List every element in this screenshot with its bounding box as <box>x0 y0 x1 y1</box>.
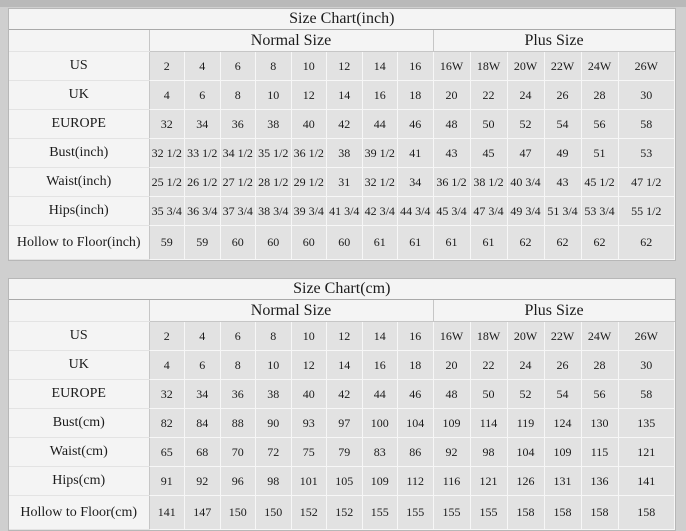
data-cell: 119 <box>507 409 544 438</box>
data-cell: 46 <box>398 380 434 409</box>
data-cell: 56 <box>581 110 618 139</box>
data-cell: 45 3/4 <box>433 197 470 226</box>
group-header-plus: Plus Size <box>433 30 675 52</box>
row-label: Hollow to Floor(inch) <box>9 226 149 260</box>
data-cell: 6 <box>185 81 221 110</box>
data-cell: 109 <box>433 409 470 438</box>
data-cell: 12 <box>327 322 363 351</box>
data-cell: 152 <box>291 496 327 530</box>
data-cell: 42 3/4 <box>362 197 398 226</box>
data-cell: 41 <box>398 139 434 168</box>
data-cell: 32 1/2 <box>362 168 398 197</box>
size-chart-cm-panel <box>8 278 676 531</box>
data-cell: 6 <box>220 52 256 81</box>
data-cell: 98 <box>470 438 507 467</box>
data-cell: 2 <box>149 322 185 351</box>
data-cell: 50 <box>470 380 507 409</box>
data-cell: 22 <box>470 81 507 110</box>
row-label: Bust(cm) <box>9 409 149 438</box>
row-label: Waist(inch) <box>9 168 149 197</box>
data-cell: 26 1/2 <box>185 168 221 197</box>
data-cell: 38 1/2 <box>470 168 507 197</box>
data-cell: 26 <box>544 81 581 110</box>
data-cell: 14 <box>327 351 363 380</box>
data-cell: 75 <box>291 438 327 467</box>
data-cell: 112 <box>398 467 434 496</box>
data-cell: 62 <box>507 226 544 260</box>
data-cell: 51 <box>581 139 618 168</box>
data-cell: 126 <box>507 467 544 496</box>
data-cell: 36 1/2 <box>433 168 470 197</box>
data-cell: 93 <box>291 409 327 438</box>
data-cell: 43 <box>544 168 581 197</box>
data-cell: 53 3/4 <box>581 197 618 226</box>
table-title: Size Chart(inch) <box>9 9 675 30</box>
data-cell: 44 <box>362 110 398 139</box>
data-cell: 10 <box>256 81 292 110</box>
data-cell: 88 <box>220 409 256 438</box>
data-cell: 38 <box>327 139 363 168</box>
data-cell: 39 3/4 <box>291 197 327 226</box>
data-cell: 37 3/4 <box>220 197 256 226</box>
data-cell: 45 <box>470 139 507 168</box>
page-top-strip <box>0 0 686 7</box>
group-header-normal: Normal Size <box>149 30 433 52</box>
data-cell: 62 <box>581 226 618 260</box>
data-cell: 4 <box>185 52 221 81</box>
data-cell: 121 <box>470 467 507 496</box>
data-cell: 92 <box>433 438 470 467</box>
data-cell: 98 <box>256 467 292 496</box>
data-cell: 44 <box>362 380 398 409</box>
data-cell: 32 <box>149 380 185 409</box>
data-cell: 35 1/2 <box>256 139 292 168</box>
data-cell: 60 <box>291 226 327 260</box>
data-cell: 90 <box>256 409 292 438</box>
data-cell: 42 <box>327 380 363 409</box>
data-cell: 8 <box>256 322 292 351</box>
data-cell: 34 <box>398 168 434 197</box>
data-cell: 79 <box>327 438 363 467</box>
data-cell: 141 <box>149 496 185 530</box>
data-cell: 60 <box>220 226 256 260</box>
data-cell: 22W <box>544 322 581 351</box>
data-cell: 29 1/2 <box>291 168 327 197</box>
data-cell: 20W <box>507 52 544 81</box>
data-cell: 10 <box>256 351 292 380</box>
data-cell: 48 <box>433 380 470 409</box>
data-cell: 6 <box>185 351 221 380</box>
data-cell: 10 <box>291 52 327 81</box>
data-cell: 61 <box>433 226 470 260</box>
data-cell: 158 <box>544 496 581 530</box>
data-cell: 152 <box>327 496 363 530</box>
data-cell: 147 <box>185 496 221 530</box>
data-cell: 100 <box>362 409 398 438</box>
data-cell: 33 1/2 <box>185 139 221 168</box>
data-cell: 38 3/4 <box>256 197 292 226</box>
data-cell: 26 <box>544 351 581 380</box>
data-cell: 8 <box>220 351 256 380</box>
data-cell: 41 3/4 <box>327 197 363 226</box>
data-cell: 60 <box>327 226 363 260</box>
data-cell: 70 <box>220 438 256 467</box>
data-cell: 4 <box>185 322 221 351</box>
data-cell: 24W <box>581 52 618 81</box>
size-chart-inch-panel <box>8 8 676 261</box>
data-cell: 131 <box>544 467 581 496</box>
data-cell: 30 <box>618 81 675 110</box>
data-cell: 136 <box>581 467 618 496</box>
data-cell: 58 <box>618 380 675 409</box>
data-cell: 72 <box>256 438 292 467</box>
data-cell: 24 <box>507 81 544 110</box>
data-cell: 104 <box>398 409 434 438</box>
data-cell: 26W <box>618 52 675 81</box>
data-cell: 16W <box>433 322 470 351</box>
data-cell: 8 <box>220 81 256 110</box>
data-cell: 115 <box>581 438 618 467</box>
data-cell: 116 <box>433 467 470 496</box>
row-label: UK <box>9 81 149 110</box>
data-cell: 124 <box>544 409 581 438</box>
data-cell: 54 <box>544 110 581 139</box>
data-cell: 2 <box>149 52 185 81</box>
data-cell: 26W <box>618 322 675 351</box>
data-cell: 61 <box>398 226 434 260</box>
data-cell: 18W <box>470 322 507 351</box>
data-cell: 61 <box>470 226 507 260</box>
data-cell: 158 <box>618 496 675 530</box>
data-cell: 32 1/2 <box>149 139 185 168</box>
data-cell: 62 <box>544 226 581 260</box>
data-cell: 121 <box>618 438 675 467</box>
data-cell: 16 <box>398 52 434 81</box>
data-cell: 155 <box>470 496 507 530</box>
data-cell: 56 <box>581 380 618 409</box>
data-cell: 49 <box>544 139 581 168</box>
data-cell: 158 <box>581 496 618 530</box>
data-cell: 34 <box>185 110 221 139</box>
row-label: Hips(cm) <box>9 467 149 496</box>
data-cell: 18W <box>470 52 507 81</box>
row-label: US <box>9 322 149 351</box>
data-cell: 105 <box>327 467 363 496</box>
data-cell: 25 1/2 <box>149 168 185 197</box>
data-cell: 16W <box>433 52 470 81</box>
data-cell: 38 <box>256 110 292 139</box>
data-cell: 53 <box>618 139 675 168</box>
data-cell: 130 <box>581 409 618 438</box>
group-header-normal: Normal Size <box>149 300 433 322</box>
data-cell: 60 <box>256 226 292 260</box>
data-cell: 4 <box>149 351 185 380</box>
data-cell: 14 <box>327 81 363 110</box>
data-cell: 135 <box>618 409 675 438</box>
data-cell: 27 1/2 <box>220 168 256 197</box>
data-cell: 31 <box>327 168 363 197</box>
data-cell: 86 <box>398 438 434 467</box>
data-cell: 84 <box>185 409 221 438</box>
data-cell: 36 <box>220 380 256 409</box>
data-cell: 36 <box>220 110 256 139</box>
data-cell: 40 3/4 <box>507 168 544 197</box>
data-cell: 10 <box>291 322 327 351</box>
data-cell: 50 <box>470 110 507 139</box>
data-cell: 97 <box>327 409 363 438</box>
data-cell: 28 <box>581 81 618 110</box>
data-cell: 82 <box>149 409 185 438</box>
data-cell: 83 <box>362 438 398 467</box>
data-cell: 150 <box>220 496 256 530</box>
data-cell: 59 <box>185 226 221 260</box>
data-cell: 155 <box>433 496 470 530</box>
data-cell: 8 <box>256 52 292 81</box>
data-cell: 24 <box>507 351 544 380</box>
data-cell: 45 1/2 <box>581 168 618 197</box>
data-cell: 34 1/2 <box>220 139 256 168</box>
data-cell: 141 <box>618 467 675 496</box>
data-cell: 4 <box>149 81 185 110</box>
group-header-plus: Plus Size <box>433 300 675 322</box>
data-cell: 47 <box>507 139 544 168</box>
data-cell: 104 <box>507 438 544 467</box>
data-cell: 24W <box>581 322 618 351</box>
data-cell: 42 <box>327 110 363 139</box>
data-cell: 6 <box>220 322 256 351</box>
row-label: UK <box>9 351 149 380</box>
data-cell: 44 3/4 <box>398 197 434 226</box>
data-cell: 16 <box>362 81 398 110</box>
data-cell: 109 <box>362 467 398 496</box>
data-cell: 40 <box>291 380 327 409</box>
data-cell: 59 <box>149 226 185 260</box>
data-cell: 12 <box>291 81 327 110</box>
row-label: Hollow to Floor(cm) <box>9 496 149 530</box>
data-cell: 62 <box>618 226 675 260</box>
data-cell: 43 <box>433 139 470 168</box>
data-cell: 14 <box>362 322 398 351</box>
data-cell: 109 <box>544 438 581 467</box>
data-cell: 22W <box>544 52 581 81</box>
data-cell: 58 <box>618 110 675 139</box>
data-cell: 55 1/2 <box>618 197 675 226</box>
data-cell: 20 <box>433 81 470 110</box>
row-label: Bust(inch) <box>9 139 149 168</box>
data-cell: 47 3/4 <box>470 197 507 226</box>
data-cell: 114 <box>470 409 507 438</box>
data-cell: 35 3/4 <box>149 197 185 226</box>
data-cell: 91 <box>149 467 185 496</box>
data-cell: 36 3/4 <box>185 197 221 226</box>
data-cell: 20 <box>433 351 470 380</box>
data-cell: 101 <box>291 467 327 496</box>
data-cell: 18 <box>398 81 434 110</box>
data-cell: 54 <box>544 380 581 409</box>
data-cell: 96 <box>220 467 256 496</box>
data-cell: 34 <box>185 380 221 409</box>
data-cell: 14 <box>362 52 398 81</box>
size-chart-cm-table <box>9 279 675 530</box>
data-cell: 155 <box>362 496 398 530</box>
data-cell: 28 <box>581 351 618 380</box>
data-cell: 16 <box>362 351 398 380</box>
data-cell: 12 <box>327 52 363 81</box>
data-cell: 38 <box>256 380 292 409</box>
data-cell: 30 <box>618 351 675 380</box>
row-label: Hips(inch) <box>9 197 149 226</box>
data-cell: 28 1/2 <box>256 168 292 197</box>
corner-cell <box>9 30 149 52</box>
data-cell: 40 <box>291 110 327 139</box>
data-cell: 68 <box>185 438 221 467</box>
data-cell: 46 <box>398 110 434 139</box>
data-cell: 150 <box>256 496 292 530</box>
data-cell: 155 <box>398 496 434 530</box>
data-cell: 52 <box>507 380 544 409</box>
row-label: Waist(cm) <box>9 438 149 467</box>
table-title: Size Chart(cm) <box>9 279 675 300</box>
data-cell: 158 <box>507 496 544 530</box>
data-cell: 52 <box>507 110 544 139</box>
data-cell: 92 <box>185 467 221 496</box>
row-label: US <box>9 52 149 81</box>
data-cell: 49 3/4 <box>507 197 544 226</box>
data-cell: 16 <box>398 322 434 351</box>
data-cell: 47 1/2 <box>618 168 675 197</box>
data-cell: 65 <box>149 438 185 467</box>
data-cell: 32 <box>149 110 185 139</box>
data-cell: 48 <box>433 110 470 139</box>
data-cell: 36 1/2 <box>291 139 327 168</box>
data-cell: 61 <box>362 226 398 260</box>
data-cell: 51 3/4 <box>544 197 581 226</box>
data-cell: 39 1/2 <box>362 139 398 168</box>
row-label: EUROPE <box>9 110 149 139</box>
data-cell: 18 <box>398 351 434 380</box>
row-label: EUROPE <box>9 380 149 409</box>
data-cell: 22 <box>470 351 507 380</box>
size-chart-inch-table <box>9 9 675 260</box>
data-cell: 20W <box>507 322 544 351</box>
data-cell: 12 <box>291 351 327 380</box>
corner-cell <box>9 300 149 322</box>
